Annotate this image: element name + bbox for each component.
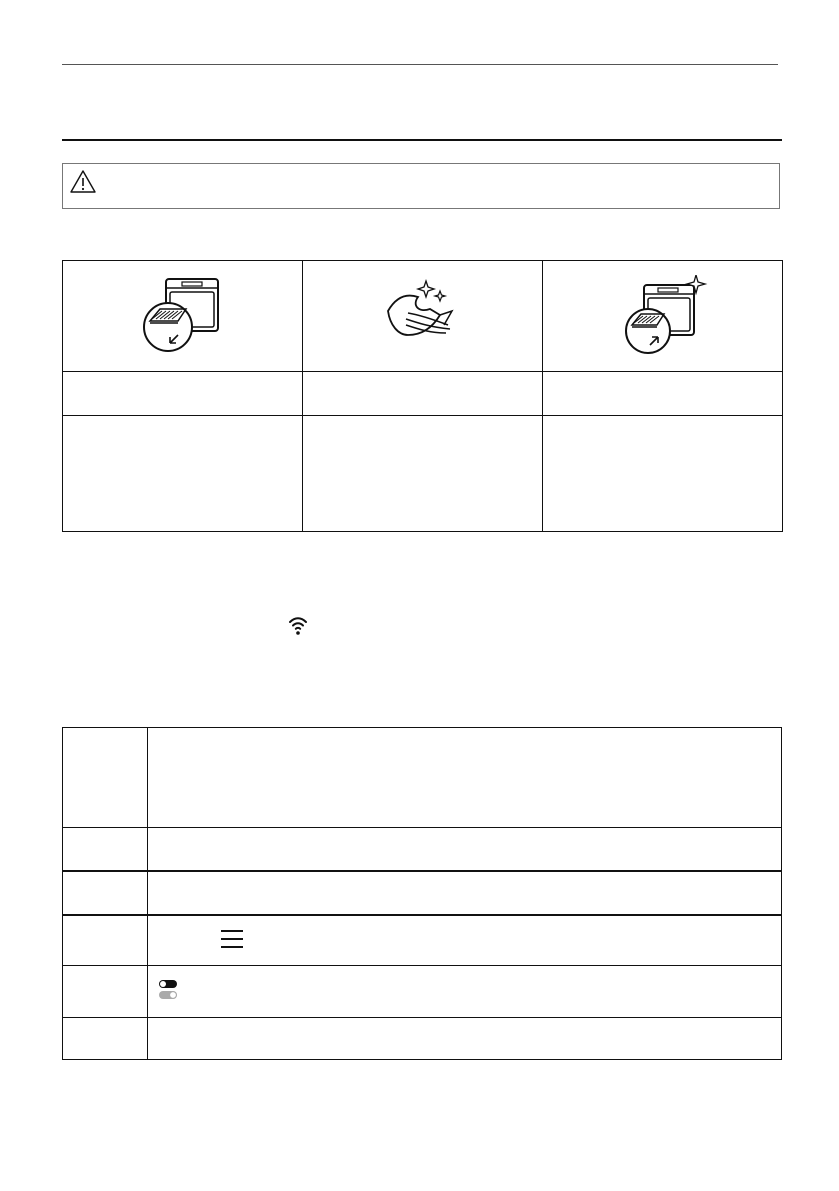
- settings-key: [63, 828, 148, 872]
- settings-value-cell: [148, 966, 782, 1018]
- hand-wipe-sparkle-icon: [378, 275, 468, 358]
- header-rule: [62, 64, 778, 65]
- settings-key: [63, 728, 148, 828]
- step-1-icon-cell: [63, 261, 303, 372]
- oven-remove-tray-icon: [138, 275, 228, 358]
- settings-key: [63, 966, 148, 1018]
- step-description: [63, 416, 303, 532]
- wifi-icon: [288, 614, 308, 641]
- settings-value-cell: [148, 915, 782, 966]
- settings-value: [148, 728, 782, 828]
- step-description: [303, 416, 543, 532]
- cleaning-steps-table: [62, 260, 783, 532]
- settings-value: [148, 871, 782, 915]
- settings-table: [62, 727, 782, 1060]
- step-3-icon-cell: [543, 261, 783, 372]
- toggle-switch-icon: [158, 979, 178, 1004]
- settings-value: [148, 1018, 782, 1060]
- menu-icon: [220, 927, 244, 954]
- step-label: [543, 372, 783, 416]
- oven-insert-tray-sparkle-icon: [618, 275, 708, 358]
- step-label: [63, 372, 303, 416]
- settings-value: [148, 828, 782, 872]
- settings-key: [63, 1018, 148, 1060]
- step-2-icon-cell: [303, 261, 543, 372]
- section-rule: [62, 139, 782, 141]
- settings-key: [63, 871, 148, 915]
- warning-box: [62, 163, 780, 209]
- settings-key: [63, 915, 148, 966]
- step-label: [303, 372, 543, 416]
- warning-triangle-icon: [69, 169, 97, 200]
- step-description: [543, 416, 783, 532]
